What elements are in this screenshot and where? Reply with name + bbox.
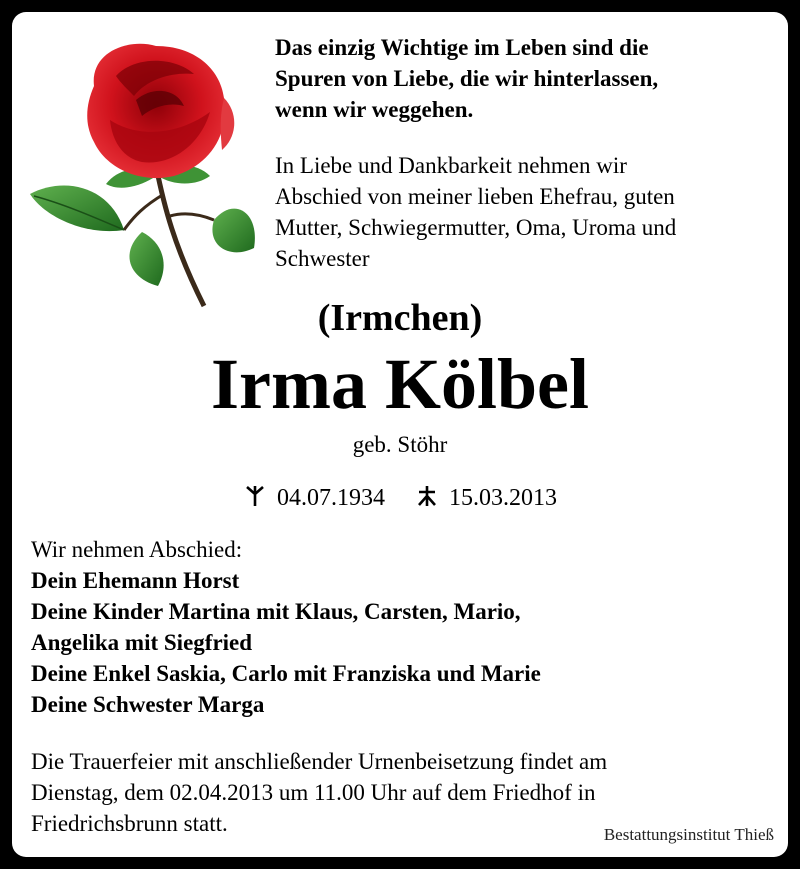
birth-date: 04.07.1934	[277, 485, 385, 511]
family-line: Deine Schwester Marga	[31, 692, 265, 717]
maiden-name: geb. Stöhr	[352, 432, 448, 457]
death-date: 15.03.2013	[449, 485, 557, 511]
quote-line: wenn wir weggehen.	[275, 97, 474, 122]
obituary-card	[12, 12, 788, 857]
family-line: Deine Enkel Saskia, Carlo mit Franziska und Marie	[31, 661, 541, 686]
ceremony-line: Friedrichsbrunn statt.	[31, 811, 228, 836]
nickname: (Irmchen)	[317, 297, 483, 339]
red-rose-image	[24, 16, 256, 308]
quote-line: Das einzig Wichtige im Leben sind die	[275, 35, 649, 60]
deceased-name: Irma Kölbel	[211, 344, 589, 424]
ceremony-line: Die Trauerfeier mit anschließender Urnenbeisetzung findet am	[31, 749, 608, 774]
life-rune-icon	[243, 484, 267, 508]
quote-line: Spuren von Liebe, die wir hinterlassen,	[275, 66, 659, 91]
intro-line: Mutter, Schwiegermutter, Oma, Uroma und	[275, 215, 677, 240]
ceremony-line: Dienstag, dem 02.04.2013 um 11.00 Uhr auf dem Friedhof in	[31, 780, 596, 805]
family-line: Angelika mit Siegfried	[31, 630, 253, 655]
intro-line: Abschied von meiner lieben Ehefrau, guten	[275, 184, 675, 209]
quote	[275, 32, 775, 125]
family-heading: Wir nehmen Abschied:	[31, 537, 243, 562]
funeral-home: Bestattungsinstitut Thieß	[603, 825, 774, 844]
family-line: Dein Ehemann Horst	[31, 568, 240, 593]
family-line: Deine Kinder Martina mit Klaus, Carsten, Mario,	[31, 599, 521, 624]
intro-line: In Liebe und Dankbarkeit nehmen wir	[275, 153, 627, 178]
family-list	[31, 534, 771, 720]
intro-line: Schwester	[275, 246, 370, 271]
life-dates	[12, 482, 788, 514]
death-rune-icon	[415, 484, 439, 508]
intro-text	[275, 150, 775, 274]
